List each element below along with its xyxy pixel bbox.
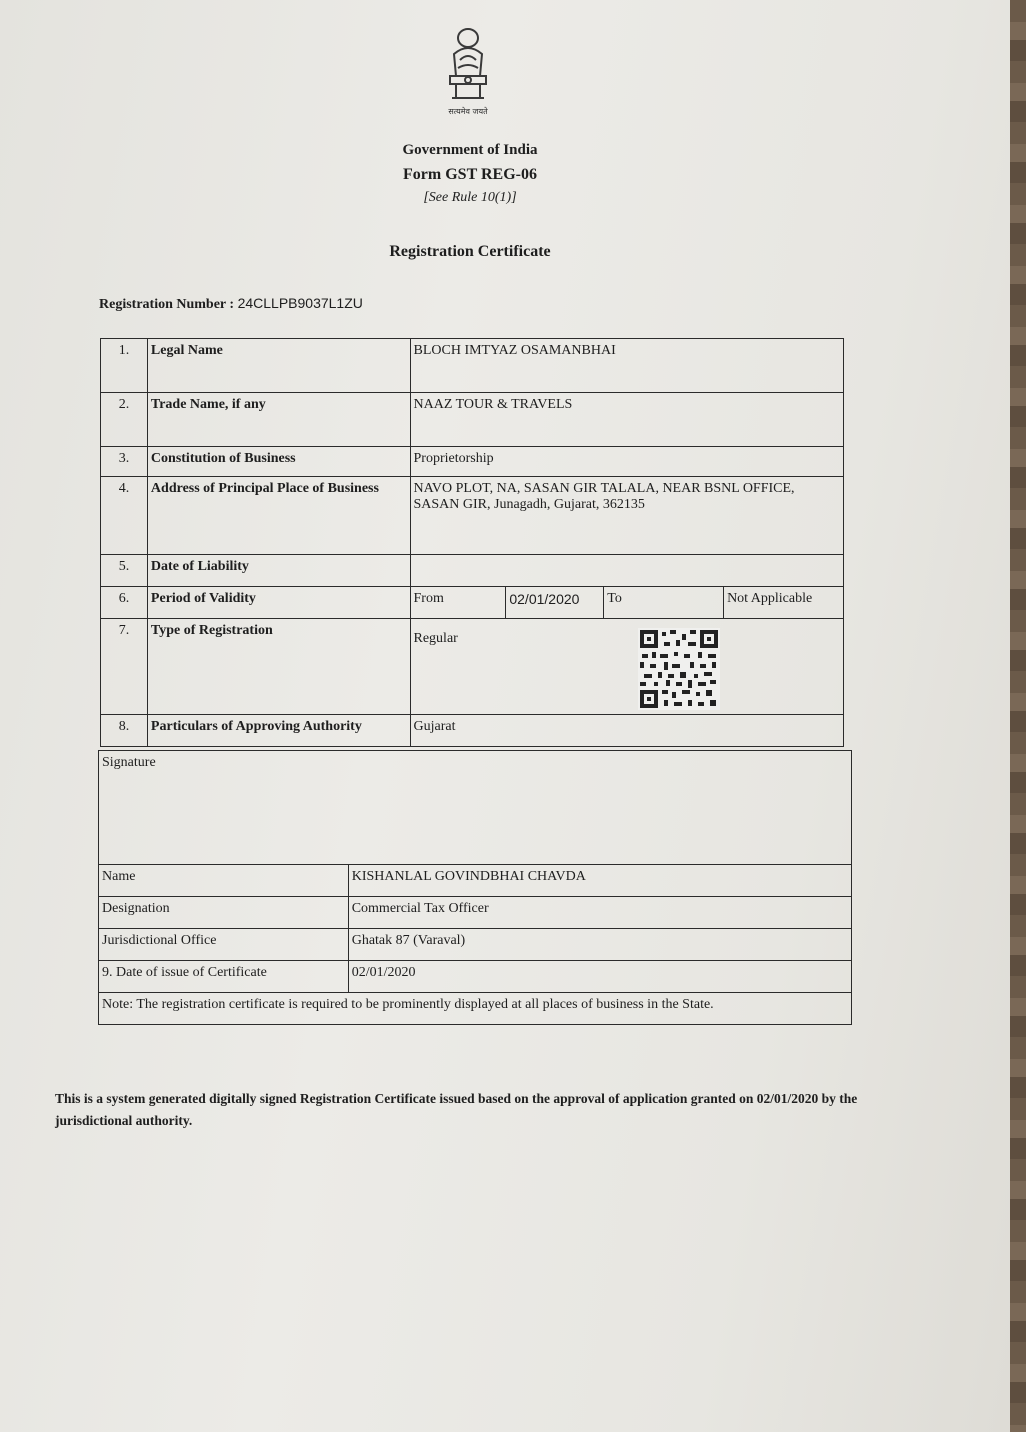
row-number: 1. [101, 339, 148, 393]
designation-label: Designation [99, 897, 349, 929]
table-row [99, 993, 852, 1025]
signature-label: Signature [99, 751, 852, 865]
table-row [99, 961, 852, 993]
table-row [101, 339, 844, 393]
table-row [101, 715, 844, 747]
trade-name-value: NAAZ TOUR & TRAVELS [410, 393, 844, 447]
rule-reference: [See Rule 10(1)] [423, 190, 517, 205]
registration-number [99, 295, 363, 313]
table-row [99, 929, 852, 961]
table-row [101, 393, 844, 447]
table-row [101, 587, 844, 619]
row-number: 2. [101, 393, 148, 447]
table-row [101, 555, 844, 587]
officer-table [98, 750, 852, 1025]
designation-value: Commercial Tax Officer [348, 897, 851, 929]
legal-name-value: BLOCH IMTYAZ OSAMANBHAI [410, 339, 844, 393]
ashoka-emblem-icon [436, 24, 500, 120]
validity-from-date: 02/01/2020 [506, 587, 604, 619]
liability-date-value [410, 555, 844, 587]
liability-date-label: Date of Liability [147, 555, 410, 587]
registration-number-value: 24CLLPB9037L1ZU [237, 295, 363, 311]
legal-name-label: Legal Name [147, 339, 410, 393]
constitution-value: Proprietorship [410, 447, 844, 477]
background-edge [1010, 0, 1026, 1432]
form-title: Form GST REG-06 [403, 166, 537, 183]
address-value: NAVO PLOT, NA, SASAN GIR TALALA, NEAR BSNL OFFICE, SASAN GIR, Junagadh, Gujarat, 362135 [410, 477, 844, 555]
row-number: 8. [101, 715, 148, 747]
registration-type-value: Regular [410, 619, 844, 715]
signature-row [99, 751, 852, 865]
validity-to-label: To [604, 587, 724, 619]
address-label: Address of Principal Place of Business [147, 477, 410, 555]
certificate-title: Registration Certificate [389, 243, 551, 260]
row-number: 7. [101, 619, 148, 715]
officer-name-label: Name [99, 865, 349, 897]
validity-label: Period of Validity [147, 587, 410, 619]
row-number: 5. [101, 555, 148, 587]
jurisdictional-office-value: Ghatak 87 (Varaval) [348, 929, 851, 961]
emblem-motto: सत्यमेव जयते [448, 107, 488, 116]
row-number: 4. [101, 477, 148, 555]
details-table [100, 338, 844, 747]
trade-name-label: Trade Name, if any [147, 393, 410, 447]
qr-code-icon [638, 628, 720, 710]
government-heading: Government of India [402, 142, 538, 158]
approving-authority-value: Gujarat [410, 715, 844, 747]
system-generated-footer: This is a system generated digitally signed Registration Certificate issued based on the approval of application granted on 02/01/2020 by the jurisdictional authority. [55, 1091, 858, 1128]
jurisdictional-office-label: Jurisdictional Office [99, 929, 349, 961]
validity-from-label: From [410, 587, 506, 619]
constitution-label: Constitution of Business [147, 447, 410, 477]
table-row [101, 447, 844, 477]
row-number: 6. [101, 587, 148, 619]
registration-type-label: Type of Registration [147, 619, 410, 715]
approving-authority-label: Particulars of Approving Authority [147, 715, 410, 747]
officer-name-value: KISHANLAL GOVINDBHAI CHAVDA [348, 865, 851, 897]
validity-to-value: Not Applicable [724, 587, 844, 619]
issue-date-label: 9. Date of issue of Certificate [99, 961, 349, 993]
table-row [99, 897, 852, 929]
table-row [101, 477, 844, 555]
row-number: 3. [101, 447, 148, 477]
display-note: Note: The registration certificate is required to be prominently displayed at all places of business in the State. [99, 993, 852, 1025]
registration-number-label: Registration Number : [99, 297, 235, 312]
table-row [99, 865, 852, 897]
table-row [101, 619, 844, 715]
issue-date-value: 02/01/2020 [348, 961, 851, 993]
